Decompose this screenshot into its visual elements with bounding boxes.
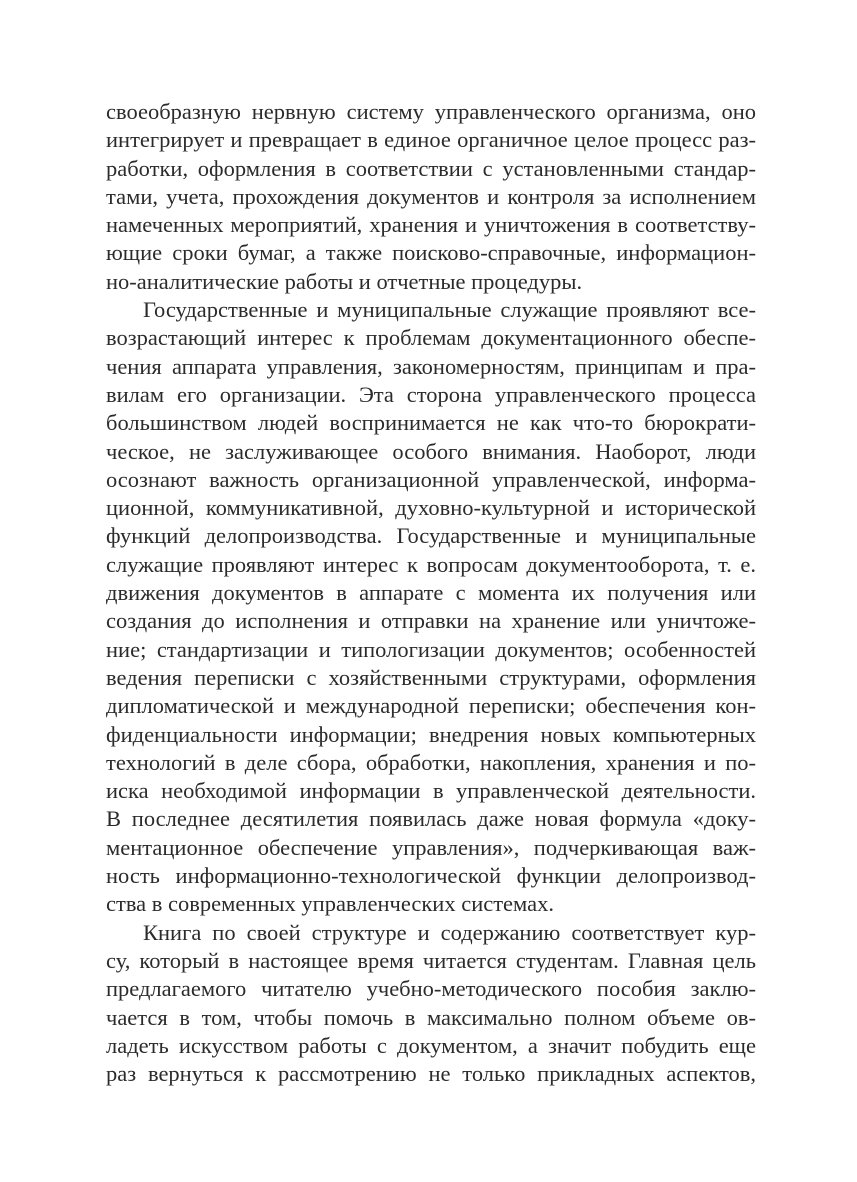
text-line: ментационное обеспечение управления», подчеркивающая важ- bbox=[106, 834, 756, 860]
text-line: намеченных мероприятий, хранения и уничтожения в соответству- bbox=[106, 212, 756, 238]
text-line: интегрирует и превращает в единое органичное целое процесс раз- bbox=[106, 127, 756, 153]
text-line: фиденциальности информации; внедрения новых компьютерных bbox=[106, 721, 756, 747]
text-line: функций делопроизводства. Государственные и муниципальные bbox=[106, 523, 756, 549]
text-line: возрастающий интерес к проблемам документационного обеспе- bbox=[106, 325, 756, 351]
text-line: ства в современных управленческих системах. bbox=[106, 891, 554, 917]
text-line: ведения переписки с хозяйственными структурами, оформления bbox=[106, 664, 756, 690]
text-line: Книга по своей структуре и содержанию соответствует кур- bbox=[143, 919, 756, 945]
paragraph-1 bbox=[106, 98, 756, 296]
text-line: В последнее десятилетия появилась даже новая формула «доку- bbox=[106, 806, 756, 832]
text-line: своеобразную нервную систему управленческого организма, оно bbox=[106, 99, 756, 124]
paragraph-2 bbox=[106, 296, 756, 919]
text-line: ладеть искусством работы с документом, а значит побудить еще bbox=[106, 1032, 756, 1058]
text-line: большинством людей воспринимается не как что-то бюрократи- bbox=[106, 410, 756, 436]
text-line: работки, оформления в соответствии с установленными стандар- bbox=[106, 155, 756, 181]
text-line: дипломатической и международной переписки; обеспечения кон- bbox=[106, 693, 756, 719]
text-line: чается в том, чтобы помочь в максимально полном объеме ов- bbox=[106, 1004, 756, 1030]
text-line: чения аппарата управления, закономерностям, принципам и пра- bbox=[106, 353, 756, 379]
text-line: ционной, коммуникативной, духовно-культурной и исторической bbox=[106, 495, 756, 521]
text-line: Государственные и муниципальные служащие проявляют все- bbox=[143, 297, 756, 323]
text-line: служащие проявляют интерес к вопросам документооборота, т. е. bbox=[106, 551, 756, 577]
text-line: технологий в деле сбора, обработки, накопления, хранения и по- bbox=[106, 749, 756, 775]
text-line: ность информационно-технологической функции делопроизвод- bbox=[106, 863, 756, 889]
text-line: раз вернуться к рассмотрению не только прикладных аспектов, bbox=[106, 1061, 756, 1087]
paragraph-3 bbox=[106, 919, 756, 1089]
text-line: ческое, не заслуживающее особого внимания. Наоборот, люди bbox=[106, 438, 756, 464]
text-line: но-аналитические работы и отчетные процедуры. bbox=[106, 268, 583, 294]
text-line: создания до исполнения и отправки на хранение или уничтоже- bbox=[106, 608, 756, 634]
text-line: осознают важность организационной управленческой, информа- bbox=[106, 466, 756, 492]
text-line: тами, учета, прохождения документов и контроля за исполнением bbox=[106, 183, 756, 209]
text-line: вилам его организации. Эта сторона управленческого процесса bbox=[106, 381, 756, 407]
text-line: су, который в настоящее время читается студентам. Главная цель bbox=[106, 947, 756, 973]
text-line: ющие сроки бумаг, а также поисково-справочные, информацион- bbox=[106, 240, 756, 266]
text-line: иска необходимой информации в управленческой деятельности. bbox=[106, 778, 756, 804]
book-page-text bbox=[106, 98, 756, 1088]
text-line: движения документов в аппарате с момента их получения или bbox=[106, 580, 756, 606]
text-line: ние; стандартизации и типологизации документов; особенностей bbox=[106, 636, 756, 662]
text-line: предлагаемого читателю учебно-методического пособия заклю- bbox=[106, 976, 756, 1002]
